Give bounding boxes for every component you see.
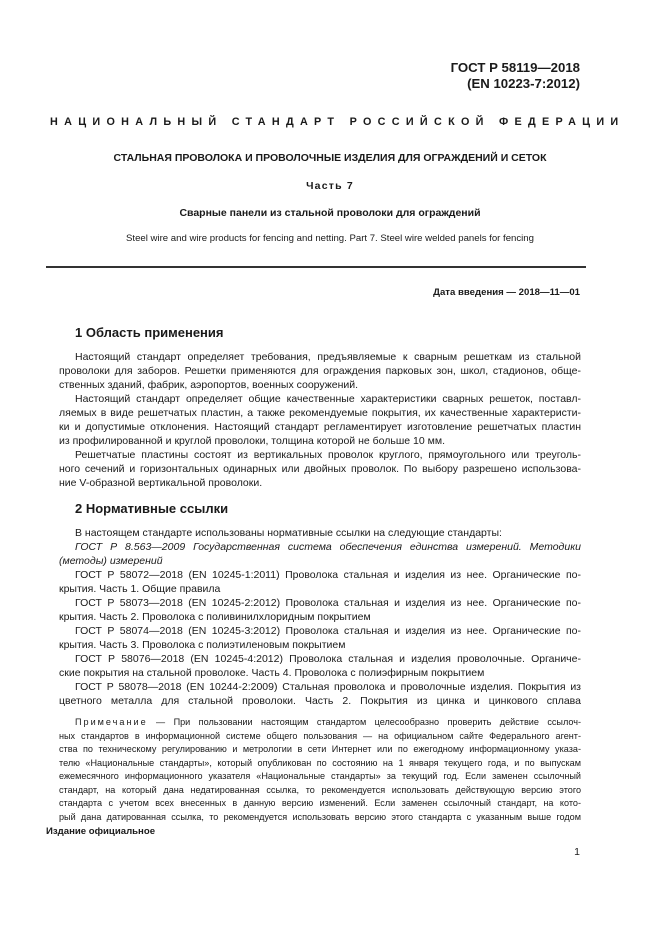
note-line: ежемесячного информационного указателя «Национальные стандарты» за текущий год. Если заменен ссылочный bbox=[59, 771, 581, 781]
reference-line: крытия. Часть 2. Проволока с поливинилхлоридным покрытием bbox=[59, 611, 371, 623]
section-1-line: ляемых в виде решетчатых пластин, а также рекомендуемые покрытия, их качественные характеристи- bbox=[59, 407, 581, 419]
note-first-line bbox=[59, 716, 581, 730]
section-1-line: Настоящий стандарт определяет требования, предъявляемые к сварным решеткам из стальной bbox=[75, 351, 581, 363]
note-line: телю «Национальные стандарты», который опубликован по состоянию на 1 января текущего года, и по выпускам bbox=[59, 757, 581, 768]
section-2-line: В настоящем стандарте использованы нормативные ссылки на следующие стандарты: bbox=[75, 527, 502, 539]
reference-line: ГОСТ Р 58073—2018 (EN 10245-2:2012) Проволока стальная и изделия из нее. Органические по- bbox=[75, 597, 581, 609]
page-number: 1 bbox=[574, 846, 580, 858]
part-label: Часть 7 bbox=[306, 180, 354, 192]
section-1-line: Настоящий стандарт определяет общие качественные характеристики сварных решеток, поставл- bbox=[75, 393, 581, 405]
note-line: ных стандартов в информационной системе общего пользования — на официальном сайте Федерального агент- bbox=[59, 730, 581, 741]
reference-line: ские покрытия на стальной проволоке. Часть 4. Проволока с полиэфирным покрытием bbox=[59, 667, 485, 679]
section-1-line: ственных зданий, фабрик, аэропортов, военных сооружений. bbox=[59, 379, 359, 391]
standard-code: ГОСТ Р 58119—2018 bbox=[450, 60, 580, 75]
reference-line: (методы) измерений bbox=[59, 555, 163, 567]
note-line: ства по техническому регулированию и метрологии в сети Интернет или по ежегодному информационному указа- bbox=[59, 744, 581, 754]
national-standard-heading: НАЦИОНАЛЬНЫЙ СТАНДАРТ РОССИЙСКОЙ ФЕДЕРАЦИИ bbox=[50, 116, 625, 128]
note-line: рый дана датированная ссылка, то рекомендуется использовать версию этого стандарта с указанным выше годом bbox=[59, 811, 581, 822]
reference-line: ГОСТ Р 58074—2018 (EN 10245-3:2012) Проволока стальная и изделия из нее. Органические по- bbox=[75, 625, 581, 637]
note-label: Примечание bbox=[75, 717, 148, 727]
document-title: СТАЛЬНАЯ ПРОВОЛОКА И ПРОВОЛОЧНЫЕ ИЗДЕЛИЯ ДЛЯ ОГРАЖДЕНИЙ И СЕТОК bbox=[113, 152, 547, 164]
note-line: стандарт, на который дана недатированная ссылка, то рекомендуется использовать действующую версию этого bbox=[59, 784, 581, 795]
section-1-line: Решетчатые пластины состоят из вертикальных проволок круглого, прямоугольного или треуголь- bbox=[75, 449, 581, 461]
section-1-line: ного сечений и горизонтальных одинарных или двойных проволок. По выбору разрешено использова- bbox=[59, 463, 581, 475]
reference-line: крытия. Часть 1. Общие правила bbox=[59, 583, 221, 595]
reference-line: ГОСТ Р 8.563—2009 Государственная система обеспечения единства измерений. Методики bbox=[75, 541, 581, 553]
note-line: стандарта с учетом всех внесенных в данную версию изменений. Если заменен ссылочный стандарт, на кото- bbox=[59, 798, 581, 808]
section-1-heading: 1 Область применения bbox=[75, 325, 224, 340]
reference-line: крытия. Часть 3. Проволока с полиэтиленовым покрытием bbox=[59, 639, 346, 651]
section-1-line: проволоки для заборов. Решетки применяются для ограждения парковых зон, школ, стадионов, обще- bbox=[59, 365, 581, 377]
reference-line: ГОСТ Р 58078—2018 (EN 10244-2:2009) Стальная проволока и проволочные изделия. Покрытия из bbox=[75, 681, 581, 693]
note-text: — При пользовании настоящим стандартом целесообразно проверить действие ссылоч- bbox=[147, 717, 581, 727]
english-title: Steel wire and wire products for fencing and netting. Part 7. Steel wire welded panels for fencing bbox=[126, 233, 534, 244]
standard-code-en: (EN 10223-7:2012) bbox=[467, 76, 580, 91]
reference-line: цветного металла для стальной проволоки. Часть 2. Покрытия из цинка и цинкового сплава bbox=[59, 695, 581, 707]
title-divider bbox=[46, 266, 586, 268]
document-subtitle: Сварные панели из стальной проволоки для ограждений bbox=[179, 207, 481, 219]
section-1-line: ки и допустимые отклонения. Настоящий стандарт регламентирует изготовление решетчатых пластин bbox=[59, 421, 581, 433]
section-1-line: из профилированной и круглой проволоки, толщина которой не больше 10 мм. bbox=[59, 435, 445, 447]
section-1-line: ние V-образной вертикальной проволоки. bbox=[59, 477, 263, 489]
edition-label: Издание официальное bbox=[46, 826, 156, 837]
section-2-heading: 2 Нормативные ссылки bbox=[75, 501, 229, 516]
introduction-date: Дата введения — 2018—11—01 bbox=[433, 287, 580, 298]
reference-line: ГОСТ Р 58076—2018 (EN 10245-4:2012) Проволока стальная и изделия проволочные. Органиче- bbox=[75, 653, 581, 665]
reference-line: ГОСТ Р 58072—2018 (EN 10245-1:2011) Проволока стальная и изделия из нее. Органические по- bbox=[75, 569, 581, 581]
